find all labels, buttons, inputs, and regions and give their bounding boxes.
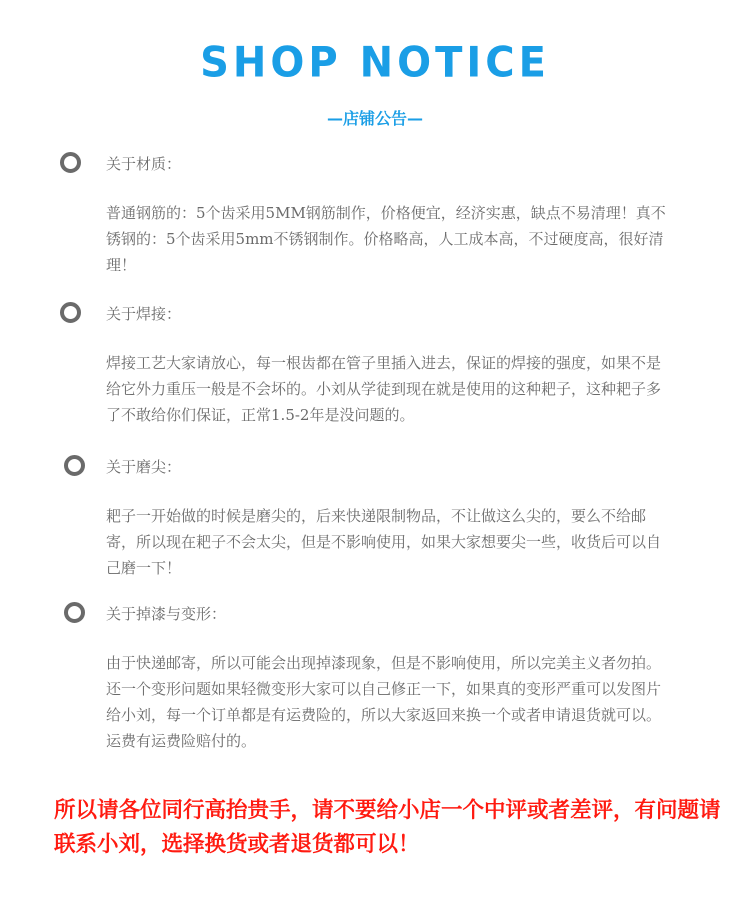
- review-request-notice: 所以请各位同行高抬贵手，请不要给小店一个中评或者差评，有问题请联系小刘，选择换货或者退货都可以！: [54, 798, 721, 857]
- section-body: 普通钢筋的：5个齿采用5MM钢筋制作，价格便宜，经济实惠，缺点不易清理！真不锈钢的：5个齿采用5mm不锈钢制作。价格略高，人工成本高，不过硬度高，很好清理！: [106, 204, 666, 274]
- section-heading: 关于掉漆与变形：: [106, 605, 227, 623]
- shop-notice-title: SHOP NOTICE: [200, 38, 550, 88]
- section-body: 由于快递邮寄，所以可能会出现掉漆现象，但是不影响使用，所以完美主义者勿拍。还一个变形问题如果轻微变形大家可以自己修正一下，如果真的变形严重可以发图片给小刘，每一个订单都是有运费险的，所以大家返回来换一个或者申请退货就可以。运费有运费险赔付的。: [106, 654, 662, 750]
- section-heading: 关于磨尖：: [106, 458, 182, 476]
- circle-bullet-icon: [64, 602, 85, 623]
- section-heading: 关于材质：: [106, 155, 182, 173]
- circle-bullet-icon: [60, 152, 81, 173]
- circle-bullet-icon: [64, 455, 85, 476]
- section-heading: 关于焊接：: [106, 305, 182, 323]
- section-body: 耙子一开始做的时候是磨尖的，后来快递限制物品，不让做这么尖的，要么不给邮寄，所以现在耙子不会太尖，但是不影响使用，如果大家想要尖一些，收货后可以自己磨一下！: [106, 507, 662, 577]
- section-body: 焊接工艺大家请放心，每一根齿都在管子里插入进去，保证的焊接的强度，如果不是给它外力重压一般是不会坏的。小刘从学徒到现在就是使用的这种耙子，这种耙子多了不敢给你们保证，正常1.5-2年是没问题的。: [106, 354, 662, 424]
- circle-bullet-icon: [60, 302, 81, 323]
- shop-notice-subtitle: —店铺公告—: [326, 109, 423, 128]
